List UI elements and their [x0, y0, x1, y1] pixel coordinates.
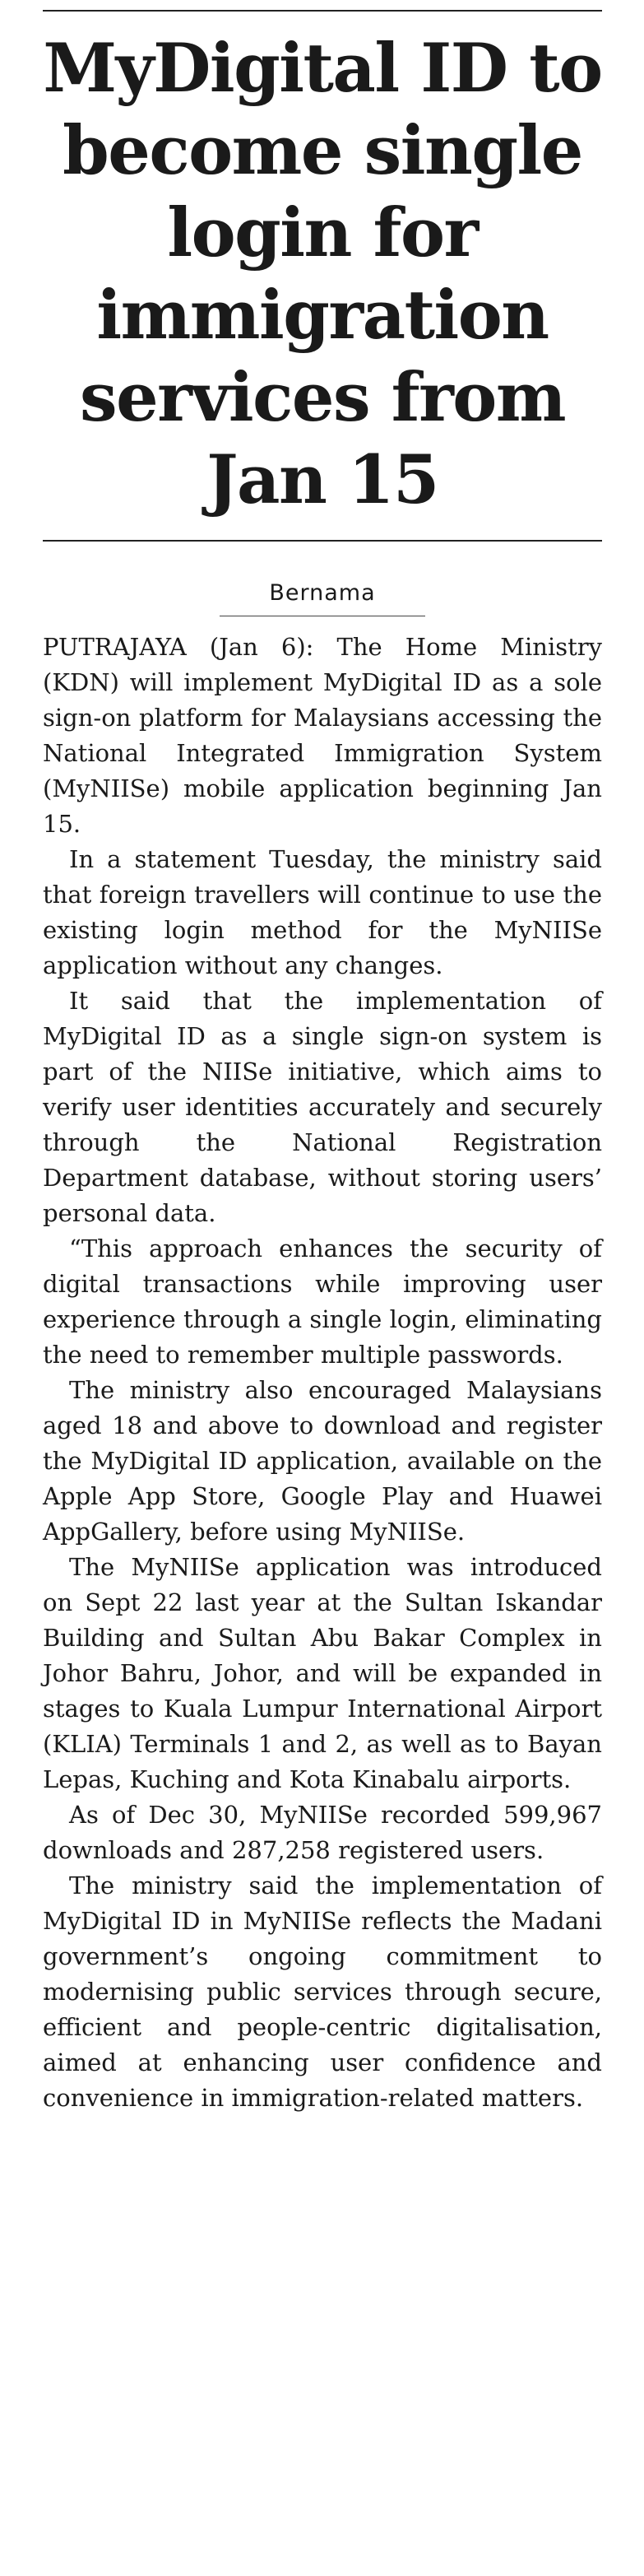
byline: Bernama	[269, 580, 376, 606]
paragraph-1: PUTRAJAYA (Jan 6): The Home Ministry (KDN) will implement MyDigital ID as a sole sign-on platform for Malaysians accessing the National Integrated Immigration System (MyNIISe) mobile application beginning Jan 15.	[43, 633, 602, 838]
paragraph-7: As of Dec 30, MyNIISe recorded 599,967 downloads and 287,258 registered users.	[43, 1801, 602, 1864]
paragraph-3: It said that the implementation of MyDigital ID as a single sign-on system is part of the NIISe initiative, which aims to verify user identities accurately and securely through the National Registration Department database, without storing users’ personal data.	[43, 987, 602, 1227]
paragraph-8: The ministry said the implementation of MyDigital ID in MyNIISe reflects the Madani government’s ongoing commitment to modernising public services through secure, efficient and people-centric digitalisation, aimed at enhancing user confidence and convenience in immigration-related matters.	[43, 1872, 602, 2112]
paragraph-4: “This approach enhances the security of digital transactions while improving user experience through a single login, eliminating the need to remember multiple passwords.	[43, 1235, 602, 1369]
paragraph-5: The ministry also encouraged Malaysians aged 18 and above to download and register the MyDigital ID application, available on the Apple App Store, Google Play and Huawei AppGallery, before using MyNIISe.	[43, 1376, 602, 1546]
top-rule	[43, 10, 602, 12]
paragraph-6: The MyNIISe application was introduced on Sept 22 last year at the Sultan Iskandar Building and Sultan Abu Bakar Complex in Johor Bahru, Johor, and will be expanded in stages to Kuala Lumpur International Airport (KLIA) Terminals 1 and 2, as well as to Bayan Lepas, Kuching and Kota Kinabalu airports.	[43, 1553, 602, 1793]
headline: MyDigital ID to become single login for immigration services from Jan 15	[43, 30, 602, 519]
article-body	[43, 630, 602, 2116]
paragraph-2: In a statement Tuesday, the ministry said that foreign travellers will continue to use the existing login method for the MyNIISe application without any changes.	[43, 845, 602, 979]
headline-bottom-rule	[43, 540, 602, 542]
news-article	[43, 0, 602, 2116]
